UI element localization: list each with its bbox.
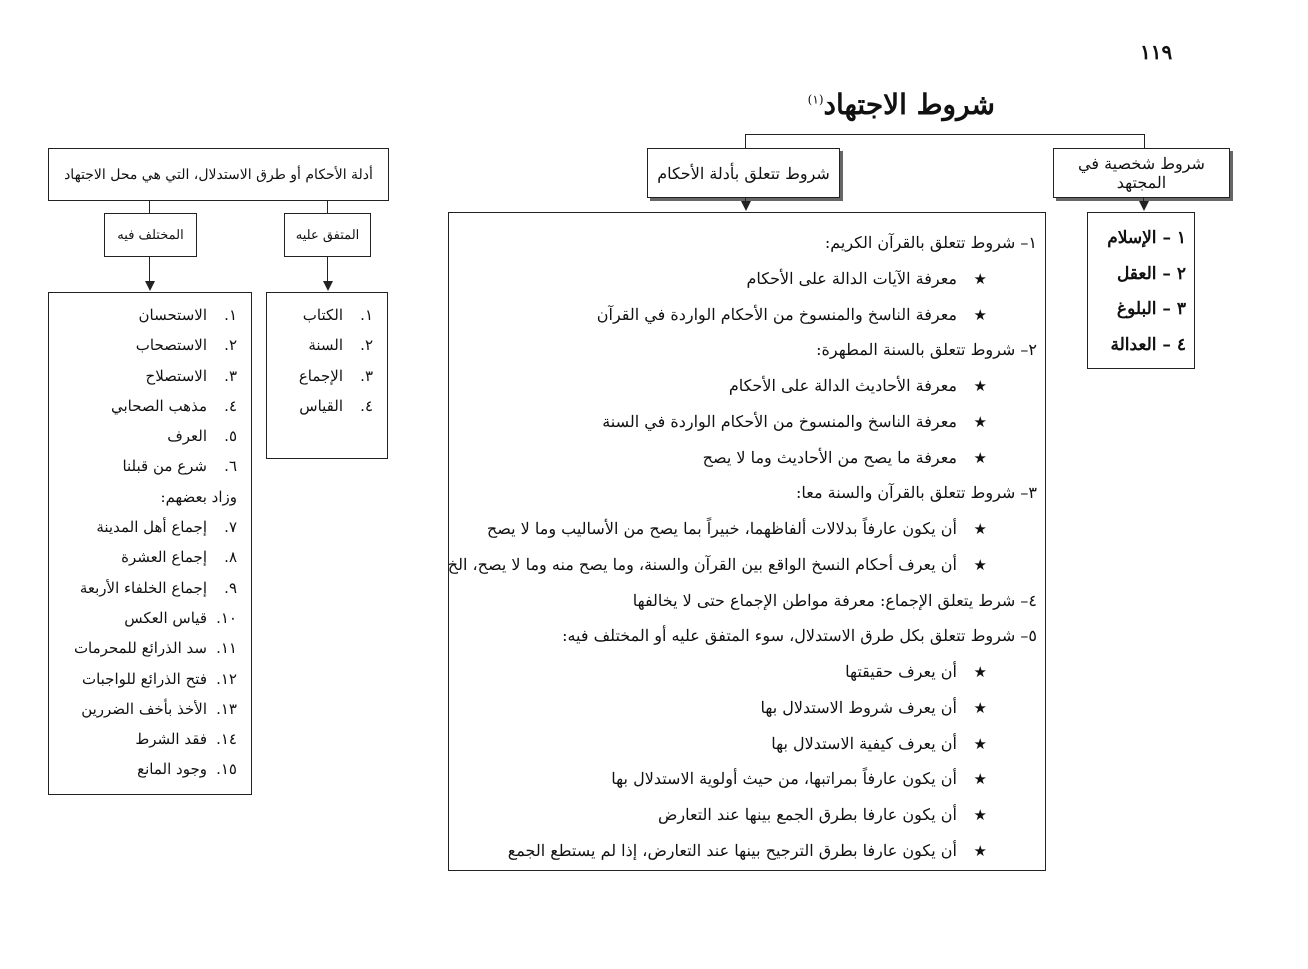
item-text: أن يكون عارفاً بمراتبها، من حيث أولوية الاستدلال بها (611, 769, 957, 789)
list-item (449, 797, 1037, 833)
item-number: ١. (360, 306, 373, 324)
list-item (49, 300, 237, 330)
star-icon: ★ (973, 663, 987, 681)
list-item (49, 724, 237, 754)
evidence-conditions-header (647, 148, 840, 198)
list-item (449, 690, 1037, 726)
title-footnote: (١) (807, 92, 824, 107)
connector (327, 201, 328, 213)
item-text: أن يعرف شروط الاستدلال بها (760, 697, 957, 717)
list-item: ٣ – البلوغ (1116, 299, 1186, 319)
list-item (449, 261, 1037, 297)
arrow-down-icon (741, 201, 751, 211)
item-text: أن يكون عارفا بطرق الترجيح بينها عند التعارض، إذا لم يستطع الجمع (507, 840, 957, 860)
list-item (267, 391, 373, 421)
list-item (49, 542, 237, 572)
disputed-header (104, 213, 197, 257)
list-item: ٢ – العقل (1116, 263, 1186, 284)
item-text: قياس العكس (124, 608, 207, 627)
agreed-label: المتفق عليه (295, 227, 360, 243)
item-text: سد الذرائع للمحرمات (73, 639, 207, 658)
connector (327, 257, 328, 282)
item-text: الاستصلاح (145, 366, 207, 385)
item-number: ٤. (224, 396, 237, 415)
item-number: ١. (224, 306, 237, 324)
sources-label: أدلة الأحكام أو طرق الاستدلال، التي هي محل الاجتهاد (64, 166, 373, 183)
agreed-header (284, 213, 371, 257)
disputed-list (48, 292, 252, 795)
section-heading (449, 225, 1037, 261)
item-text: الاستحسان (138, 306, 207, 324)
item-text: معرفة ما يصح من الأحاديث وما لا يصح (702, 447, 957, 467)
item-text: وزاد بعضهم: (160, 487, 237, 506)
sources-header (48, 148, 389, 201)
item-text: وجود المانع (137, 760, 207, 779)
list-item (49, 694, 237, 724)
item-text: السنة (308, 336, 343, 355)
list-item (449, 654, 1037, 690)
connector (745, 134, 746, 148)
item-text: أن يعرف كيفية الاستدلال بها (771, 733, 957, 753)
item-number: ١٤. (216, 730, 237, 749)
section-heading (449, 618, 1037, 654)
star-icon: ★ (973, 734, 987, 753)
item-text: الأخذ بأخف الضررين (81, 699, 207, 718)
list-item (49, 391, 237, 421)
item-text: فقد الشرط (135, 730, 207, 749)
item-number: ١١. (216, 639, 237, 658)
section-heading (449, 332, 1037, 368)
list-item (449, 726, 1037, 762)
star-icon: ★ (973, 412, 987, 431)
item-number: ٨. (224, 548, 237, 567)
list-item (449, 368, 1037, 404)
connector (149, 257, 150, 282)
item-text: شرع من قبلنا (122, 457, 207, 476)
item-number: ٤. (360, 396, 373, 415)
list-item (449, 511, 1037, 547)
item-text: أن يكون عارفا بطرق الجمع بينها عند التعارض (658, 805, 957, 824)
item-text: معرفة الأحاديث الدالة على الأحكام (728, 376, 957, 395)
arrow-down-icon (1139, 201, 1149, 211)
item-text: إجماع الخلفاء الأربعة (79, 578, 207, 597)
personal-conditions-header (1053, 148, 1230, 198)
item-number: ١٢. (216, 669, 237, 688)
list-item: ٤ – العدالة (1110, 334, 1186, 355)
list-item (49, 421, 237, 451)
disputed-label: المختلف فيه (117, 227, 184, 243)
item-text: مذهب الصحابي (111, 396, 207, 415)
list-item (449, 547, 1037, 583)
star-icon: ★ (973, 841, 987, 860)
item-text: فتح الذرائع للواجبات (81, 669, 207, 688)
item-number: ١٣. (216, 699, 237, 718)
star-icon: ★ (973, 448, 987, 467)
item-number: ٢. (224, 336, 237, 355)
item-text: معرفة الآيات الدالة على الأحكام (746, 268, 957, 288)
item-text: إجماع أهل المدينة (96, 518, 207, 537)
star-icon: ★ (973, 770, 987, 789)
section-heading (449, 583, 1037, 619)
page-number: ١١٩ (1140, 40, 1173, 64)
evidence-conditions-list (448, 212, 1046, 871)
item-text: أن يعرف حقيقتها (845, 662, 957, 681)
list-item (267, 330, 373, 360)
list-item (49, 754, 237, 784)
star-icon: ★ (973, 555, 987, 574)
item-text: الاستصحاب (135, 336, 207, 355)
connector (1144, 134, 1145, 148)
personal-conditions-label: شروط شخصية في المجتهد (1078, 154, 1205, 192)
star-icon: ★ (973, 305, 987, 324)
list-item (49, 330, 237, 360)
list-item: ١ – الإسلام (1107, 228, 1186, 248)
list-item (449, 833, 1037, 869)
item-number: ٦. (224, 457, 237, 476)
item-text: أن يكون عارفاً بدلالات ألفاظهما، خبيراً بما يصح من الأساليب وما لا يصح (486, 519, 957, 538)
item-number: ٥. (224, 427, 237, 446)
item-text: إجماع العشرة (121, 548, 207, 567)
list-item (49, 482, 237, 512)
connector (745, 134, 1145, 135)
list-item (449, 440, 1037, 476)
item-text: الكتاب (302, 306, 343, 324)
section-heading (449, 475, 1037, 511)
item-text: القياس (299, 396, 343, 415)
page-title (780, 88, 995, 121)
item-number: ٣. (224, 366, 237, 385)
list-item (267, 300, 373, 330)
item-text: معرفة الناسخ والمنسوخ من الأحكام الواردة في القرآن (596, 304, 957, 324)
item-text: أن يعرف أحكام النسخ الواقع بين القرآن والسنة، وما يصح منه وما لا يصح، الخ (447, 554, 957, 574)
list-item (49, 603, 237, 633)
list-item (449, 761, 1037, 797)
item-number: ٢. (360, 336, 373, 355)
item-text: ١– شروط تتعلق بالقرآن الكريم: (824, 233, 1037, 252)
list-item (267, 361, 373, 391)
list-item (49, 451, 237, 481)
evidence-conditions-label: شروط تتعلق بأدلة الأحكام (657, 163, 830, 183)
item-text: العرف (167, 427, 207, 446)
title-text: شروط الاجتهاد (823, 88, 995, 121)
star-icon: ★ (973, 377, 987, 395)
arrow-down-icon (145, 281, 155, 291)
item-number: ١٠. (216, 608, 237, 627)
item-text: ٤– شرط يتعلق الإجماع: معرفة مواطن الإجماع حتى لا يخالفها (632, 590, 1037, 610)
star-icon: ★ (973, 806, 987, 824)
list-item (449, 404, 1037, 440)
item-text: معرفة الناسخ والمنسوخ من الأحكام الواردة في السنة (602, 411, 957, 431)
list-item (49, 361, 237, 391)
item-text: ٢– شروط تتعلق بالسنة المطهرة: (816, 340, 1037, 360)
list-item (49, 633, 237, 663)
star-icon: ★ (973, 269, 987, 288)
item-text: ٣– شروط تتعلق بالقرآن والسنة معا: (795, 483, 1037, 503)
item-text: ٥– شروط تتعلق بكل طرق الاستدلال، سوء المتفق عليه أو المختلف فيه: (562, 626, 1037, 646)
connector (149, 201, 150, 213)
star-icon: ★ (973, 698, 987, 717)
agreed-list (266, 292, 388, 459)
item-number: ١٥. (216, 760, 237, 779)
star-icon: ★ (973, 520, 987, 538)
item-text: الإجماع (298, 366, 343, 385)
list-item (49, 573, 237, 603)
list-item (449, 297, 1037, 333)
personal-conditions-list (1087, 212, 1195, 369)
arrow-down-icon (323, 281, 333, 291)
item-number: ٩. (224, 578, 237, 597)
list-item (49, 512, 237, 542)
item-number: ٧. (224, 518, 237, 537)
list-item (49, 664, 237, 694)
item-number: ٣. (360, 366, 373, 385)
